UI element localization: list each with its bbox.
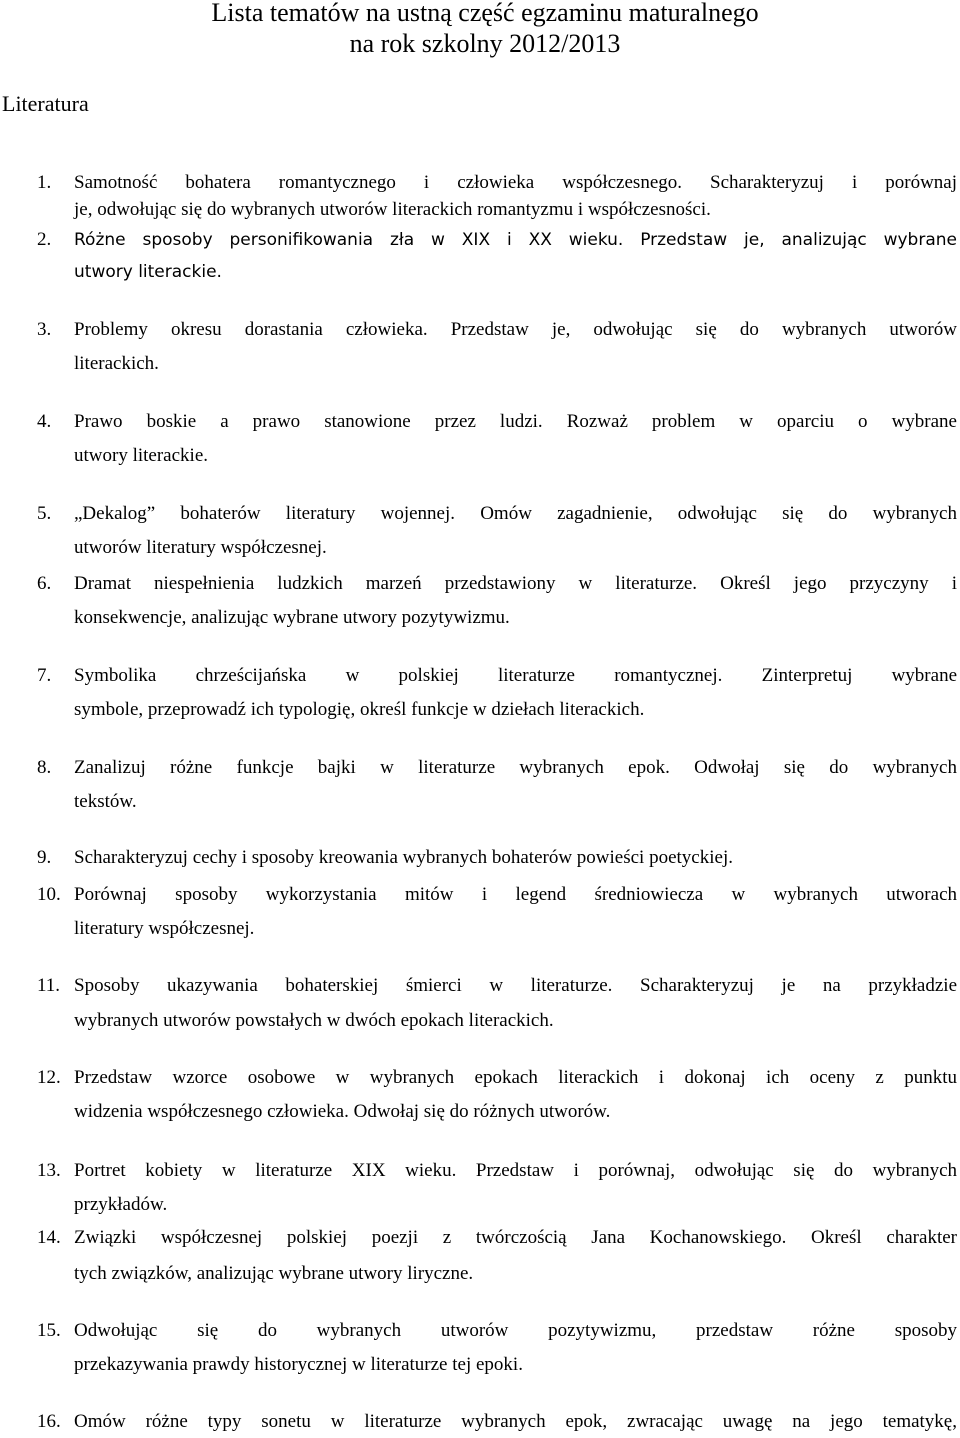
topic-number: 10. [37, 884, 61, 905]
topic-number: 15. [37, 1320, 61, 1341]
topic-text-line: Symbolika chrześcijańska w polskiej literaturze romantycznej. Zinterpretuj wybrane [74, 665, 957, 686]
topic-number: 4. [37, 411, 52, 432]
topic-number: 2. [37, 229, 52, 250]
topic-text-line: Zanalizuj różne funkcje bajki w literaturze wybranych epok. Odwołaj się do wybranych [74, 757, 957, 778]
topic-text-line: utwory literackie. [74, 262, 222, 282]
topic-text-line: przykładów. [74, 1194, 168, 1215]
topic-text-line: Różne sposoby personifikowania zła w XIX i XX wieku. Przedstaw je, analizując wybrane [74, 230, 957, 250]
topic-number: 1. [37, 172, 52, 193]
topic-text-line: Prawo boskie a prawo stanowione przez ludzi. Rozważ problem w oparciu o wybrane [74, 411, 957, 432]
topic-number: 16. [37, 1411, 61, 1432]
topic-text-line: Scharakteryzuj cechy i sposoby kreowania wybranych bohaterów powieści poetyckiej. [74, 847, 733, 868]
topic-number: 5. [37, 503, 52, 524]
section-heading: Literatura [2, 91, 89, 116]
topic-text-line: Problemy okresu dorastania człowieka. Przedstaw je, odwołując się do wybranych utworów [74, 319, 957, 340]
topic-number: 11. [37, 975, 61, 996]
topic-text-line: tych związków, analizując wybrane utwory liryczne. [74, 1263, 474, 1284]
topic-text-line: literatury współczesnej. [74, 918, 255, 939]
topic-text-line: utwory literackie. [74, 445, 209, 466]
topic-number: 8. [37, 757, 52, 778]
topic-text-line: utworów literatury współczesnej. [74, 537, 327, 558]
topic-text-line: Omów różne typy sonetu w literaturze wybranych epok, zwracając uwagę na jego tematykę, [74, 1411, 957, 1432]
topic-text-line: literackich. [74, 353, 159, 374]
topic-number: 7. [37, 665, 52, 686]
topic-text-line: tekstów. [74, 791, 137, 812]
topic-number: 13. [37, 1160, 61, 1181]
topic-number: 14. [37, 1227, 61, 1248]
topic-text-line: „Dekalog” bohaterów literatury wojennej. Omów zagadnienie, odwołując się do wybranych [74, 503, 957, 524]
topic-text-line: symbole, przeprowadź ich typologię, określ funkcje w dziełach literackich. [74, 699, 645, 720]
topic-text-line: Odwołując się do wybranych utworów pozytywizmu, przedstaw różne sposoby [74, 1320, 957, 1341]
topic-text-line: Przedstaw wzorce osobowe w wybranych epokach literackich i dokonaj ich oceny z punktu [74, 1067, 957, 1088]
topic-text-line: konsekwencje, analizując wybrane utwory pozytywizmu. [74, 607, 510, 628]
topic-text-line: Porównaj sposoby wykorzystania mitów i legend średniowiecza w wybranych utworach [74, 884, 957, 905]
topic-text-line: Portret kobiety w literaturze XIX wieku. Przedstaw i porównaj, odwołując się do wybranych [74, 1160, 957, 1181]
document-title-line-1: Lista tematów na ustną część egzaminu maturalnego [211, 0, 759, 27]
topic-text-line: widzenia współczesnego człowieka. Odwołaj się do różnych utworów. [74, 1101, 611, 1122]
topic-number: 9. [37, 847, 52, 868]
document-title-line-2: na rok szkolny 2012/2013 [349, 29, 621, 58]
topic-number: 12. [37, 1067, 61, 1088]
topic-text-line: Sposoby ukazywania bohaterskiej śmierci w literaturze. Scharakteryzuj je na przykładzie [74, 975, 957, 996]
topic-number: 3. [37, 319, 52, 340]
topic-text-line: Samotność bohatera romantycznego i człowieka współczesnego. Scharakteryzuj i porównaj [74, 172, 957, 193]
topic-text-line: wybranych utworów powstałych w dwóch epokach literackich. [74, 1010, 554, 1031]
topic-text-line: przekazywania prawdy historycznej w literaturze tej epoki. [74, 1354, 523, 1375]
topic-text-line: je, odwołując się do wybranych utworów literackich romantyzmu i współczesności. [74, 199, 711, 220]
topic-text-line: Związki współczesnej polskiej poezji z twórczością Jana Kochanowskiego. Określ charakter [74, 1227, 957, 1248]
topic-number: 6. [37, 573, 52, 594]
topic-text-line: Dramat niespełnienia ludzkich marzeń przedstawiony w literaturze. Określ jego przyczyny i [74, 573, 957, 594]
